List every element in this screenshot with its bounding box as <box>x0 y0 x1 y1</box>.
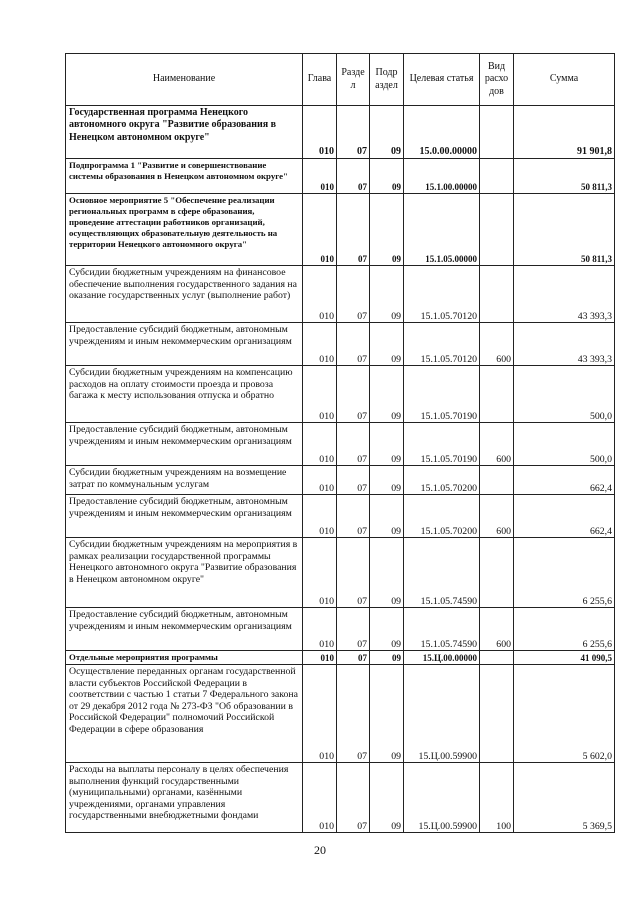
row-name: Субсидии бюджетным учреждениям на компенсацию расходов на оплату стоимости проезда и провоза багажа к месту использования отпуска и обратно <box>66 366 303 423</box>
row-subsection: 09 <box>370 194 404 266</box>
row-vid: 600 <box>480 423 514 466</box>
header-section: Разде л <box>337 54 370 106</box>
row-name: Предоставление субсидий бюджетным, автономным учреждениям и иным некоммерческим организациям <box>66 495 303 538</box>
row-sum: 500,0 <box>514 423 615 466</box>
row-vid: 600 <box>480 608 514 651</box>
row-sum: 41 090,5 <box>514 651 615 665</box>
row-name: Отдельные мероприятия программы <box>66 651 303 665</box>
table-row <box>66 651 615 665</box>
row-section: 07 <box>337 538 370 608</box>
header-expense-type: Вид расхо дов <box>480 54 514 106</box>
table-row <box>66 423 615 466</box>
budget-table <box>65 53 615 833</box>
row-name: Субсидии бюджетным учреждениям на мероприятия в рамках реализации государственной программы Ненецкого автономного округа "Развитие образования в Ненецком автономном округе" <box>66 538 303 608</box>
row-target: 15.1.05.74590 <box>404 608 480 651</box>
row-chapter: 010 <box>303 266 337 323</box>
row-vid <box>480 665 514 763</box>
row-sum: 5 369,5 <box>514 763 615 833</box>
row-subsection: 09 <box>370 366 404 423</box>
row-name: Осуществление переданных органам государственной власти субъектов Российской Федерации в соответствии с частью 1 статьи 7 Федерального закона от 29 декабря 2012 года № 273-ФЗ "Об образовании в Российской Федерации" полномочий Российской Федерации в сфере образования <box>66 665 303 763</box>
row-target: 15.1.00.00000 <box>404 159 480 194</box>
row-target: 15.1.05.70200 <box>404 466 480 495</box>
row-vid <box>480 651 514 665</box>
table-row <box>66 495 615 538</box>
row-target: 15.1.05.74590 <box>404 538 480 608</box>
table-row <box>66 159 615 194</box>
header-name: Наименование <box>66 54 303 106</box>
row-name: Предоставление субсидий бюджетным, автономным учреждениям и иным некоммерческим организациям <box>66 323 303 366</box>
row-section: 07 <box>337 763 370 833</box>
row-section: 07 <box>337 608 370 651</box>
row-subsection: 09 <box>370 651 404 665</box>
row-target: 15.1.05.70190 <box>404 423 480 466</box>
row-subsection: 09 <box>370 763 404 833</box>
header-amount: Сумма <box>514 54 615 106</box>
row-chapter: 010 <box>303 763 337 833</box>
header-subsection: Подр аздел <box>370 54 404 106</box>
row-vid <box>480 106 514 159</box>
row-section: 07 <box>337 106 370 159</box>
row-sum: 6 255,6 <box>514 608 615 651</box>
row-section: 07 <box>337 366 370 423</box>
row-section: 07 <box>337 266 370 323</box>
table-row <box>66 323 615 366</box>
row-vid <box>480 538 514 608</box>
row-vid <box>480 194 514 266</box>
row-section: 07 <box>337 159 370 194</box>
row-subsection: 09 <box>370 423 404 466</box>
row-name: Субсидии бюджетным учреждениям на возмещение затрат по коммунальным услугам <box>66 466 303 495</box>
table-row <box>66 763 615 833</box>
row-section: 07 <box>337 194 370 266</box>
row-chapter: 010 <box>303 323 337 366</box>
row-subsection: 09 <box>370 266 404 323</box>
table-row <box>66 366 615 423</box>
row-vid <box>480 266 514 323</box>
row-vid: 600 <box>480 495 514 538</box>
row-subsection: 09 <box>370 608 404 651</box>
row-sum: 662,4 <box>514 466 615 495</box>
row-sum: 43 393,3 <box>514 266 615 323</box>
row-vid: 100 <box>480 763 514 833</box>
row-vid <box>480 466 514 495</box>
row-section: 07 <box>337 665 370 763</box>
row-name: Субсидии бюджетным учреждениям на финансовое обеспечение выполнения государственного задания на оказание государственных услуг (выполнение работ) <box>66 266 303 323</box>
table-row <box>66 538 615 608</box>
row-subsection: 09 <box>370 495 404 538</box>
table-row <box>66 194 615 266</box>
row-chapter: 010 <box>303 106 337 159</box>
row-chapter: 010 <box>303 466 337 495</box>
row-name: Подпрограмма 1 "Развитие и совершенствование системы образования в Ненецком автономном округе" <box>66 159 303 194</box>
row-vid <box>480 159 514 194</box>
row-vid: 600 <box>480 323 514 366</box>
row-subsection: 09 <box>370 106 404 159</box>
row-target: 15.1.05.70190 <box>404 366 480 423</box>
row-subsection: 09 <box>370 159 404 194</box>
row-name: Предоставление субсидий бюджетным, автономным учреждениям и иным некоммерческим организациям <box>66 423 303 466</box>
row-name: Расходы на выплаты персоналу в целях обеспечения выполнения функций государственными (муниципальными) органами, казёнными учреждениями, органами управления государственными внебюджетными фондами <box>66 763 303 833</box>
header-row <box>66 54 615 106</box>
table-row <box>66 608 615 651</box>
row-target: 15.Ц.00.59900 <box>404 665 480 763</box>
row-subsection: 09 <box>370 466 404 495</box>
row-name: Предоставление субсидий бюджетным, автономным учреждениям и иным некоммерческим организациям <box>66 608 303 651</box>
header-chapter: Глава <box>303 54 337 106</box>
row-chapter: 010 <box>303 423 337 466</box>
row-sum: 6 255,6 <box>514 538 615 608</box>
row-target: 15.1.05.70200 <box>404 495 480 538</box>
row-subsection: 09 <box>370 538 404 608</box>
row-section: 07 <box>337 651 370 665</box>
row-vid <box>480 366 514 423</box>
page-number: 20 <box>314 843 326 857</box>
row-chapter: 010 <box>303 651 337 665</box>
row-name: Государственная программа Ненецкого автономного округа "Развитие образования в Ненецком автономном округе" <box>66 106 303 159</box>
row-target: 15.0.00.00000 <box>404 106 480 159</box>
row-chapter: 010 <box>303 608 337 651</box>
row-sum: 662,4 <box>514 495 615 538</box>
row-target: 15.Ц.00.59900 <box>404 763 480 833</box>
row-section: 07 <box>337 466 370 495</box>
row-subsection: 09 <box>370 665 404 763</box>
row-section: 07 <box>337 423 370 466</box>
table-row <box>66 665 615 763</box>
header-target: Целевая статья <box>404 54 480 106</box>
row-sum: 50 811,3 <box>514 159 615 194</box>
table-row <box>66 466 615 495</box>
row-chapter: 010 <box>303 538 337 608</box>
row-target: 15.1.05.00000 <box>404 194 480 266</box>
row-sum: 500,0 <box>514 366 615 423</box>
row-section: 07 <box>337 323 370 366</box>
row-chapter: 010 <box>303 495 337 538</box>
row-sum: 91 901,8 <box>514 106 615 159</box>
row-chapter: 010 <box>303 194 337 266</box>
row-sum: 43 393,3 <box>514 323 615 366</box>
row-chapter: 010 <box>303 366 337 423</box>
row-subsection: 09 <box>370 323 404 366</box>
row-sum: 50 811,3 <box>514 194 615 266</box>
table-row <box>66 266 615 323</box>
row-chapter: 010 <box>303 665 337 763</box>
row-section: 07 <box>337 495 370 538</box>
row-sum: 5 602,0 <box>514 665 615 763</box>
row-target: 15.1.05.70120 <box>404 266 480 323</box>
table-row <box>66 106 615 159</box>
row-name: Основное мероприятие 5 "Обеспечение реализации региональных программ в сфере образования, проведение аттестации работников организаций, осуществляющих образовательную деятельность на территории Ненецкого автономного округа" <box>66 194 303 266</box>
row-chapter: 010 <box>303 159 337 194</box>
row-target: 15.1.05.70120 <box>404 323 480 366</box>
row-target: 15.Ц.00.00000 <box>404 651 480 665</box>
